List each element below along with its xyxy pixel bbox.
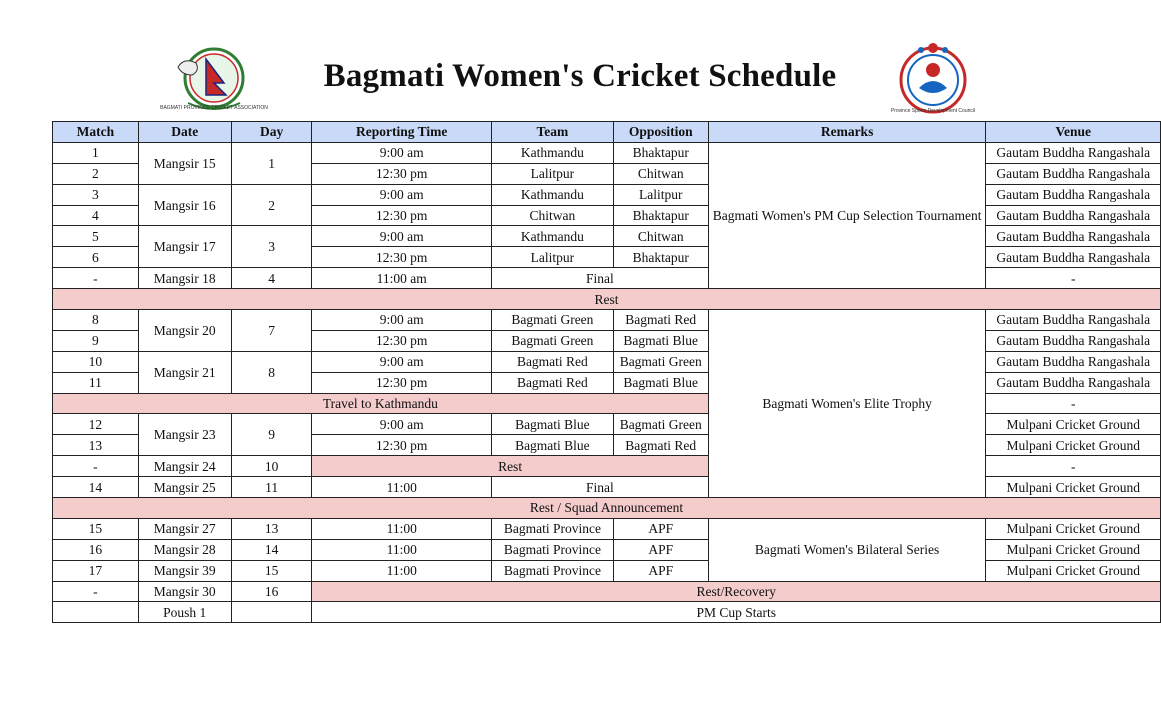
date-cell: Mangsir 25 bbox=[138, 477, 231, 498]
header-match: Match bbox=[53, 122, 139, 143]
opposition-cell: APF bbox=[613, 518, 708, 539]
venue-cell: Mulpani Cricket Ground bbox=[986, 560, 1161, 581]
team-cell: Bagmati Province bbox=[491, 560, 613, 581]
team-cell: Bagmati Blue bbox=[491, 414, 613, 435]
time-cell: 12:30 pm bbox=[312, 205, 492, 226]
day-cell: 3 bbox=[231, 226, 312, 268]
final-cell: Final bbox=[491, 268, 708, 289]
date-cell: Mangsir 21 bbox=[138, 351, 231, 393]
opposition-cell: Bagmati Blue bbox=[613, 372, 708, 393]
date-cell: Mangsir 28 bbox=[138, 539, 231, 560]
table-row bbox=[53, 351, 1161, 372]
match-cell: 11 bbox=[53, 372, 139, 393]
team-cell: Kathmandu bbox=[491, 184, 613, 205]
date-cell: Mangsir 27 bbox=[138, 518, 231, 539]
team-cell: Chitwan bbox=[491, 205, 613, 226]
team-cell: Bagmati Province bbox=[491, 539, 613, 560]
venue-cell: Gautam Buddha Rangashala bbox=[986, 205, 1161, 226]
venue-cell: Gautam Buddha Rangashala bbox=[986, 372, 1161, 393]
time-cell: 11:00 am bbox=[312, 268, 492, 289]
day-cell: 1 bbox=[231, 142, 312, 184]
venue-cell: Gautam Buddha Rangashala bbox=[986, 351, 1161, 372]
time-cell: 11:00 bbox=[312, 560, 492, 581]
match-cell: 3 bbox=[53, 184, 139, 205]
venue-cell: Mulpani Cricket Ground bbox=[986, 435, 1161, 456]
table-row bbox=[53, 518, 1161, 539]
table-row bbox=[53, 560, 1161, 581]
match-cell: - bbox=[53, 268, 139, 289]
venue-cell: - bbox=[986, 393, 1161, 414]
time-cell: 9:00 am bbox=[312, 310, 492, 331]
day-cell: 11 bbox=[231, 477, 312, 498]
table-row bbox=[53, 310, 1161, 331]
time-cell: 9:00 am bbox=[312, 414, 492, 435]
team-cell: Bagmati Red bbox=[491, 372, 613, 393]
day-cell bbox=[231, 602, 312, 623]
date-cell: Mangsir 30 bbox=[138, 581, 231, 602]
venue-cell: Mulpani Cricket Ground bbox=[986, 518, 1161, 539]
rest-banner-row bbox=[53, 289, 1161, 310]
match-cell: 1 bbox=[53, 142, 139, 163]
venue-cell: Mulpani Cricket Ground bbox=[986, 539, 1161, 560]
opposition-cell: Bagmati Red bbox=[613, 310, 708, 331]
date-cell: Mangsir 17 bbox=[138, 226, 231, 268]
time-cell: 12:30 pm bbox=[312, 163, 492, 184]
table-row bbox=[53, 268, 1161, 289]
time-cell: 12:30 pm bbox=[312, 372, 492, 393]
header-remarks: Remarks bbox=[708, 122, 986, 143]
header-opposition: Opposition bbox=[613, 122, 708, 143]
time-cell: 9:00 am bbox=[312, 142, 492, 163]
opposition-cell: APF bbox=[613, 560, 708, 581]
date-cell: Mangsir 16 bbox=[138, 184, 231, 226]
venue-cell: Gautam Buddha Rangashala bbox=[986, 226, 1161, 247]
table-row bbox=[53, 602, 1161, 623]
final-cell: Final bbox=[491, 477, 708, 498]
match-cell: 14 bbox=[53, 477, 139, 498]
day-cell: 10 bbox=[231, 456, 312, 477]
opposition-cell: Bhaktapur bbox=[613, 205, 708, 226]
match-cell: 8 bbox=[53, 310, 139, 331]
day-cell: 7 bbox=[231, 310, 312, 352]
table-row bbox=[53, 477, 1161, 498]
venue-cell: Mulpani Cricket Ground bbox=[986, 414, 1161, 435]
opposition-cell: Bhaktapur bbox=[613, 142, 708, 163]
time-cell: 9:00 am bbox=[312, 226, 492, 247]
team-cell: Bagmati Red bbox=[491, 351, 613, 372]
team-cell: Kathmandu bbox=[491, 226, 613, 247]
table-row bbox=[53, 581, 1161, 602]
header-date: Date bbox=[138, 122, 231, 143]
venue-cell: Gautam Buddha Rangashala bbox=[986, 310, 1161, 331]
date-cell: Mangsir 15 bbox=[138, 142, 231, 184]
page-title: Bagmati Women's Cricket Schedule bbox=[323, 58, 837, 94]
day-cell: 15 bbox=[231, 560, 312, 581]
match-cell: - bbox=[53, 581, 139, 602]
opposition-cell: Bagmati Green bbox=[613, 414, 708, 435]
bagmati-cricket-association-logo bbox=[160, 45, 268, 113]
table-row bbox=[53, 456, 1161, 477]
match-cell: 9 bbox=[53, 330, 139, 351]
team-cell: Bagmati Province bbox=[491, 518, 613, 539]
rest-banner: Rest bbox=[53, 289, 1161, 310]
opposition-cell: Chitwan bbox=[613, 226, 708, 247]
time-cell: 12:30 pm bbox=[312, 435, 492, 456]
table-row bbox=[53, 539, 1161, 560]
time-cell: 12:30 pm bbox=[312, 247, 492, 268]
rest-squad-banner-row bbox=[53, 498, 1161, 519]
pm-cup-starts-cell: PM Cup Starts bbox=[312, 602, 1161, 623]
remarks-elite: Bagmati Women's Elite Trophy bbox=[708, 310, 986, 498]
team-cell: Bagmati Blue bbox=[491, 435, 613, 456]
match-cell: 6 bbox=[53, 247, 139, 268]
header-day: Day bbox=[231, 122, 312, 143]
venue-cell: Gautam Buddha Rangashala bbox=[986, 247, 1161, 268]
day-cell: 8 bbox=[231, 351, 312, 393]
match-cell: 15 bbox=[53, 518, 139, 539]
opposition-cell: Bhaktapur bbox=[613, 247, 708, 268]
svg-text:Province Sports Development Co: Province Sports Development Council bbox=[890, 108, 976, 114]
rest-squad-banner: Rest / Squad Announcement bbox=[53, 498, 1161, 519]
match-cell: 5 bbox=[53, 226, 139, 247]
day-cell: 4 bbox=[231, 268, 312, 289]
team-cell: Bagmati Green bbox=[491, 310, 613, 331]
date-cell: Mangsir 24 bbox=[138, 456, 231, 477]
opposition-cell: Lalitpur bbox=[613, 184, 708, 205]
match-cell: 13 bbox=[53, 435, 139, 456]
time-cell: 9:00 am bbox=[312, 184, 492, 205]
time-cell: 11:00 bbox=[312, 518, 492, 539]
opposition-cell: Bagmati Red bbox=[613, 435, 708, 456]
venue-cell: Gautam Buddha Rangashala bbox=[986, 142, 1161, 163]
date-cell: Mangsir 39 bbox=[138, 560, 231, 581]
date-cell: Poush 1 bbox=[138, 602, 231, 623]
match-cell: - bbox=[53, 456, 139, 477]
venue-cell: Mulpani Cricket Ground bbox=[986, 477, 1161, 498]
table-row bbox=[53, 226, 1161, 247]
time-cell: 11:00 bbox=[312, 477, 492, 498]
time-cell: 9:00 am bbox=[312, 351, 492, 372]
day-cell: 14 bbox=[231, 539, 312, 560]
table-row bbox=[53, 414, 1161, 435]
opposition-cell: Bagmati Blue bbox=[613, 330, 708, 351]
schedule-table bbox=[52, 121, 1161, 623]
header-reporting-time: Reporting Time bbox=[312, 122, 492, 143]
rest-recovery-cell: Rest/Recovery bbox=[312, 581, 1161, 602]
svg-text:BAGMATI PROVINCE CRICKET ASSOC: BAGMATI PROVINCE CRICKET ASSOCIATION bbox=[160, 105, 268, 111]
rest-cell: Rest bbox=[312, 456, 708, 477]
venue-cell: - bbox=[986, 268, 1161, 289]
header-team: Team bbox=[491, 122, 613, 143]
team-cell: Kathmandu bbox=[491, 142, 613, 163]
match-cell: 4 bbox=[53, 205, 139, 226]
team-cell: Bagmati Green bbox=[491, 330, 613, 351]
remarks-bilateral: Bagmati Women's Bilateral Series bbox=[708, 518, 986, 581]
table-row bbox=[53, 142, 1161, 163]
match-cell: 10 bbox=[53, 351, 139, 372]
opposition-cell: Bagmati Green bbox=[613, 351, 708, 372]
travel-banner: Travel to Kathmandu bbox=[53, 393, 709, 414]
day-cell: 9 bbox=[231, 414, 312, 456]
match-cell: 12 bbox=[53, 414, 139, 435]
time-cell: 11:00 bbox=[312, 539, 492, 560]
day-cell: 16 bbox=[231, 581, 312, 602]
venue-cell: Gautam Buddha Rangashala bbox=[986, 163, 1161, 184]
table-row bbox=[53, 184, 1161, 205]
day-cell: 2 bbox=[231, 184, 312, 226]
date-cell: Mangsir 23 bbox=[138, 414, 231, 456]
team-cell: Lalitpur bbox=[491, 247, 613, 268]
header-row bbox=[53, 122, 1161, 143]
venue-cell: - bbox=[986, 456, 1161, 477]
venue-cell: Gautam Buddha Rangashala bbox=[986, 184, 1161, 205]
match-cell: 17 bbox=[53, 560, 139, 581]
sports-council-logo bbox=[890, 40, 976, 115]
team-cell: Lalitpur bbox=[491, 163, 613, 184]
date-cell: Mangsir 18 bbox=[138, 268, 231, 289]
venue-cell: Gautam Buddha Rangashala bbox=[986, 330, 1161, 351]
date-cell: Mangsir 20 bbox=[138, 310, 231, 352]
match-cell: 16 bbox=[53, 539, 139, 560]
match-cell: 2 bbox=[53, 163, 139, 184]
travel-banner-row bbox=[53, 393, 1161, 414]
opposition-cell: APF bbox=[613, 539, 708, 560]
day-cell: 13 bbox=[231, 518, 312, 539]
opposition-cell: Chitwan bbox=[613, 163, 708, 184]
header-venue: Venue bbox=[986, 122, 1161, 143]
match-cell bbox=[53, 602, 139, 623]
time-cell: 12:30 pm bbox=[312, 330, 492, 351]
remarks-pm-cup: Bagmati Women's PM Cup Selection Tournament bbox=[708, 142, 986, 288]
